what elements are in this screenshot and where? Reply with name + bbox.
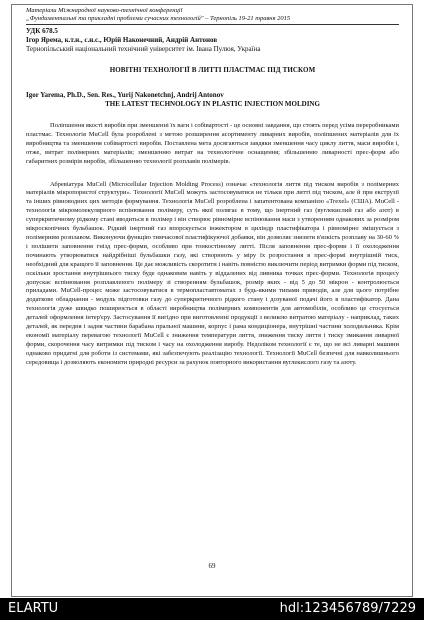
authors-ukrainian: Ігор Ярема, к.т.н., с.н.с., Юрій Наконечний, Андрій Антонов bbox=[26, 36, 218, 44]
document-page bbox=[11, 4, 413, 597]
conference-header-line1: Матеріали Міжнародної науково-технічної конференції bbox=[26, 7, 183, 14]
affiliation: Тернопільський національний технічний університет ім. Івана Пулюя, Україна bbox=[26, 45, 261, 53]
repository-name: ELARTU bbox=[8, 601, 59, 616]
repository-footer bbox=[0, 598, 424, 620]
paragraph-mucell: Абревіатура MuCell (Microcellular Injection Molding Process) означає «технологія лиття під тиском виробів з полімерних матеріалів мікропористої структури». Технології MuCell можуть застосовуватися не тільки при литті під тиском, але й при екструзії та інших рівноводних цих методів формування. Технологія MuCell розроблена і запатентована компанією «Trexel» (США). MuCell - технологія мікромолекулярного вспінювання полімеру, суть якої полягає в тому, що інертний газ (вуглекислий газ або азот) в суперкритичному рідкому стані вводиться в полімер і він створює рівномірне вспінювання маси з утворенням однакових за розміром мікроскопічних бульбашок. Рідкий інертний газ впорскується інжектором в циліндр пластифікатора і рівномірно змішується з полімерним розплавом. Виконуючи функцію тимчасової пластифікуючої добавки, він дозволяє знизити в'язкість розплаву на 30-60 % і полішити заповнення гнізд прес-форми, особливо при тонкостінному литті. Після заповнення прес-форми і її охолодження починають утворюватися найдрібніші бульбашки газу, які створюють у міру їх розростання в прес-формі внутрішній тиск, необхідний для кращого її заповнення. Це дає можливість скоротити і навіть повністю виключити період витримки форми під тиском, оскільки зростання внутрішнього тиску буде однаковим навіть у віддалених від ливника точках прес-форми. Технологія процесу допускає вспінювання розплавленого полімеру зі створенням бульбашок, розмір яких - від 5 до 50 мікрон - контролюється приладами. MuCell-процес може застосовуватися в термопластавтоматах з будь-якими типами приводів, але для цього потрібне додаткове обладнання - модуль підготовки газу до суперкритичного рідкого стану і дозуваної подачі його в пластифікатор. Дана технологія дуже швидко поширюється в області виробництва полімерних компонентів для автомобілів, особливо це стосується деталей оформлення інтер'єру. Застосування її вигідно при виготовленні продукції з великою витратою матеріалу - наприклад, таких деталей, як передня і задня частини барабана пральної машини, корпус і рама кондиціонера, внутрішні частини холодильника. Крім економії матеріалу перевагою технології MuCell є зниження температури лиття, зниження тиску лиття і тиску змикання ливарної форми, скорочення часу витримки під тиском і часу на охолодження виробу. Недоліком технології є те, що не всі ливарні машини однаково придатні для роботи із системами, які забезпечують реалізацію технології. Технології MuCell безпечні для навколишнього середовища і дозволяють економити природні ресурси за рахунок повторного використання вуглекислого газу та азоту. bbox=[26, 180, 399, 366]
authors-english: Igor Yarema, Ph.D., Sen. Res., Yurij Nakonetchnj, Andrij Antonov bbox=[26, 91, 224, 99]
paragraph-intro: Поліпшення якості виробів при зменшенні їх ваги і собівартості - це основні завдання, що стоять перед усіма переробниками пластмас. Технологія MuCell була розроблені з метою розширення асортименту ливарних виробів, поліпшених матеріалів для їх виробництва та зменшення собівартості виробів. Поставлена мета досягаються завдяки зменшення часу циклу лиття, маси виробів і, отже, витрат полімерних матеріалів; зменшенню витрат на технологічне оснащення; збільшенню ливарності прес-форм або габаритних розмірів виробів, збільшенню технології розплавів полімерів. bbox=[26, 122, 399, 165]
udk-code: УДК 678.5 bbox=[26, 27, 58, 35]
title-ukrainian: НОВІТНІ ТЕХНОЛОГІЇ В ЛИТТІ ПЛАСТМАС ПІД ТИСКОМ bbox=[109, 66, 316, 74]
page-number: 69 bbox=[208, 562, 216, 570]
page-content bbox=[26, 7, 399, 374]
conference-header-line2: „Фундаментальні та прикладні проблеми сучасних технологій" – Тернопіль 19-21 травня 2015 bbox=[26, 15, 399, 25]
handle-identifier[interactable]: hdl:123456789/7229 bbox=[279, 601, 416, 616]
title-english: THE LATEST TECHNOLOGY IN PLASTIC INJECTION MOLDING bbox=[105, 100, 320, 108]
